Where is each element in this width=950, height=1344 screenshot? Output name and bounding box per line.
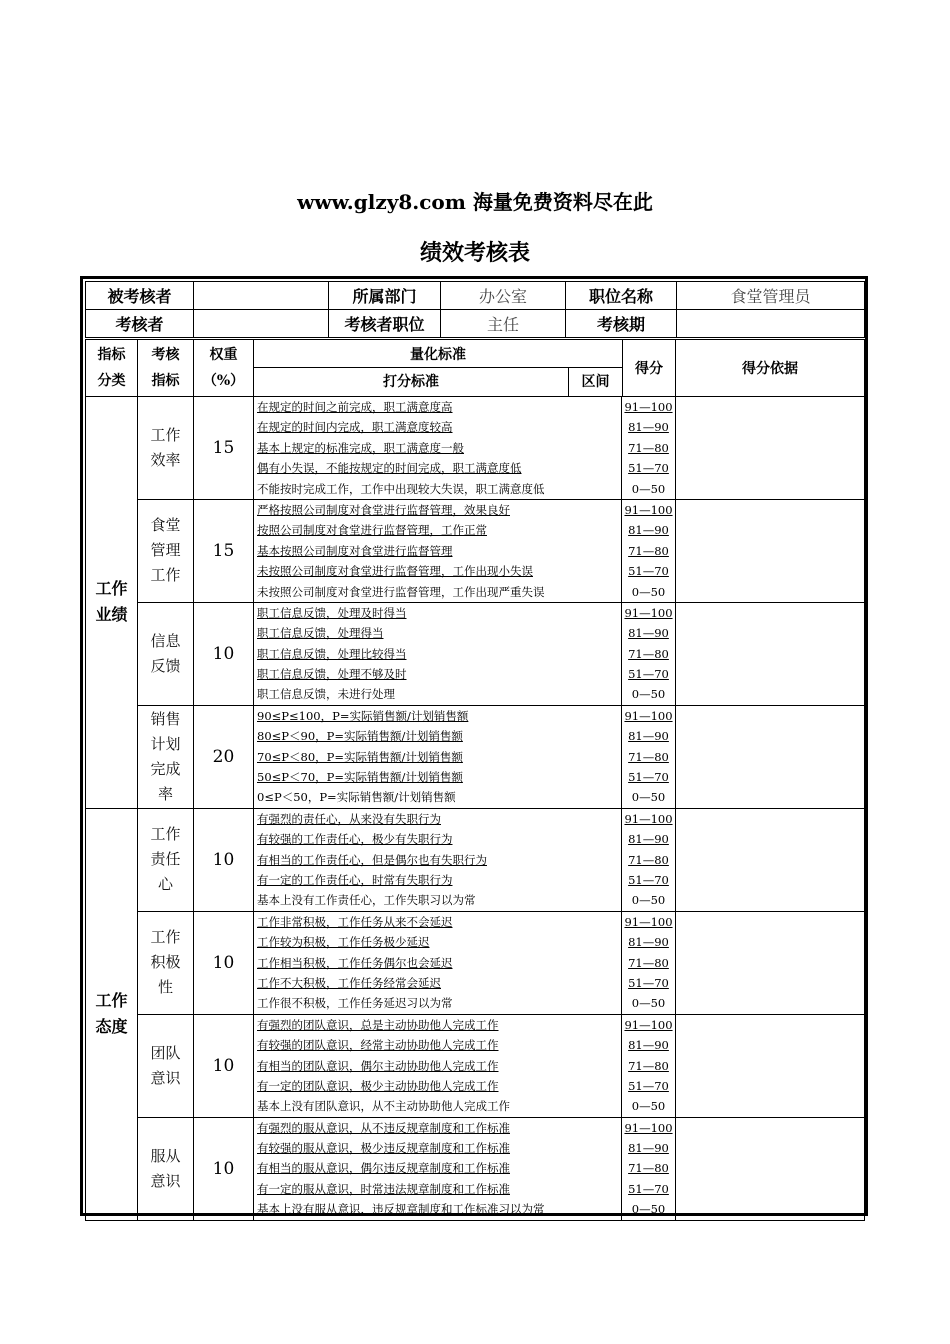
score-field[interactable] <box>676 911 865 1014</box>
criterion-range: 51—70 <box>621 458 675 478</box>
criterion-row <box>254 1035 675 1055</box>
criterion-range: 91—100 <box>621 1118 675 1138</box>
criterion-range: 0—50 <box>621 787 675 807</box>
criterion-row <box>254 973 675 993</box>
criterion-row <box>254 870 675 890</box>
dept-field[interactable]: 办公室 <box>441 282 566 310</box>
position-field[interactable]: 食堂管理员 <box>677 282 865 310</box>
appraiser-field[interactable] <box>194 310 329 338</box>
category-cell: 工作 业绩 <box>86 397 138 809</box>
criterion-range: 91—100 <box>621 603 675 623</box>
criterion-row <box>254 1158 675 1178</box>
criterion-range: 81—90 <box>621 520 675 540</box>
criterion-range: 71—80 <box>621 850 675 870</box>
criterion-row <box>254 1015 675 1035</box>
criterion-range: 81—90 <box>621 829 675 849</box>
criterion-range: 81—90 <box>621 623 675 643</box>
indicator-cell: 食堂 管理 工作 <box>138 499 194 602</box>
criterion-row <box>254 561 675 581</box>
criterion-range: 0—50 <box>621 890 675 910</box>
criterion-row <box>254 890 675 910</box>
criterion-row <box>254 458 675 478</box>
criterion-range: 81—90 <box>621 726 675 746</box>
criterion-row <box>254 850 675 870</box>
col-weight: 权重 （%） <box>194 340 254 397</box>
criterion-text: 在规定的时间内完成，职工满意度较高 <box>257 420 453 435</box>
criterion-range: 81—90 <box>621 1138 675 1158</box>
table-row <box>86 602 865 705</box>
criterion-text: 基本上没有工作责任心，工作失职习以为常 <box>257 893 476 908</box>
criterion-range: 91—100 <box>621 1015 675 1035</box>
criterion-range: 91—100 <box>621 397 675 417</box>
criterion-row <box>254 623 675 643</box>
criterion-text: 职工信息反馈，处理得当 <box>257 626 384 641</box>
criterion-text: 基本上没有服从意识，违反规章制度和工作标准习以为常 <box>257 1202 545 1217</box>
score-field[interactable] <box>676 397 865 500</box>
criterion-text: 严格按照公司制度对食堂进行监督管理，效果良好 <box>257 502 510 517</box>
criterion-row <box>254 767 675 787</box>
criterion-range: 51—70 <box>621 973 675 993</box>
criterion-text: 按照公司制度对食堂进行监督管理，工作正常 <box>257 523 487 538</box>
criteria-cell <box>254 602 676 705</box>
weight-cell: 10 <box>194 1117 254 1220</box>
criterion-row <box>254 500 675 520</box>
criterion-range: 51—70 <box>621 561 675 581</box>
criterion-range: 91—100 <box>621 809 675 829</box>
criterion-row <box>254 706 675 726</box>
appraiser-position-label: 考核者职位 <box>329 310 441 338</box>
criterion-text: 工作较为积极，工作任务极少延迟 <box>257 935 430 950</box>
site-header: www.glzy8.com 海量免费资料尽在此 <box>297 190 653 214</box>
col-category: 指标 分类 <box>86 340 138 397</box>
criterion-row <box>254 603 675 623</box>
criterion-row <box>254 582 675 602</box>
criterion-range: 51—70 <box>621 870 675 890</box>
criterion-range: 81—90 <box>621 417 675 437</box>
criterion-text: 有一定的团队意识，极少主动协助他人完成工作 <box>257 1078 499 1093</box>
col-quant: 量化标准 <box>254 340 623 368</box>
criterion-range: 0—50 <box>621 582 675 602</box>
criterion-text: 50≤P＜70，P=实际销售额/计划销售额 <box>257 770 463 785</box>
criterion-row <box>254 787 675 807</box>
weight-cell: 20 <box>194 705 254 808</box>
weight-cell: 15 <box>194 397 254 500</box>
info-table <box>85 281 865 338</box>
criterion-row <box>254 1199 675 1219</box>
criterion-row <box>254 1076 675 1096</box>
criterion-range: 71—80 <box>621 1158 675 1178</box>
criterion-text: 职工信息反馈，处理及时得当 <box>257 605 407 620</box>
period-field[interactable] <box>677 310 865 338</box>
criterion-row <box>254 932 675 952</box>
weight-cell: 10 <box>194 808 254 911</box>
weight-cell: 10 <box>194 1014 254 1117</box>
criteria-cell <box>254 1014 676 1117</box>
criterion-text: 有较强的服从意识，极少违反规章制度和工作标准 <box>257 1141 510 1156</box>
indicator-cell: 服从 意识 <box>138 1117 194 1220</box>
score-field[interactable] <box>676 705 865 808</box>
criterion-range: 91—100 <box>621 912 675 932</box>
indicator-cell: 工作 责任 心 <box>138 808 194 911</box>
table-row <box>86 1117 865 1220</box>
criterion-row <box>254 1179 675 1199</box>
col-indicator: 考核 指标 <box>138 340 194 397</box>
criterion-row <box>254 684 675 704</box>
criterion-row <box>254 1096 675 1116</box>
dept-label: 所属部门 <box>329 282 441 310</box>
criterion-text: 基本上规定的标准完成，职工满意度一般 <box>257 440 464 455</box>
category-cell: 工作 态度 <box>86 808 138 1220</box>
table-row <box>86 1014 865 1117</box>
criterion-row <box>254 726 675 746</box>
weight-cell: 10 <box>194 602 254 705</box>
criterion-text: 在规定的时间之前完成，职工满意度高 <box>257 400 453 414</box>
criterion-row <box>254 664 675 684</box>
criterion-row <box>254 1138 675 1158</box>
criterion-range: 71—80 <box>621 644 675 664</box>
criterion-row <box>254 1118 675 1138</box>
criterion-range: 0—50 <box>621 1096 675 1116</box>
criterion-range: 91—100 <box>621 706 675 726</box>
criterion-text: 工作很不积极，工作任务延迟习以为常 <box>257 996 453 1011</box>
criterion-text: 有较强的工作责任心，极少有失职行为 <box>257 832 453 847</box>
criterion-text: 有一定的服从意识，时常违法规章制度和工作标准 <box>257 1181 510 1196</box>
score-field[interactable] <box>676 602 865 705</box>
criterion-text: 有强烈的服从意识，从不违反规章制度和工作标准 <box>257 1120 510 1135</box>
criterion-text: 70≤P＜80，P=实际销售额/计划销售额 <box>257 749 463 764</box>
position-label: 职位名称 <box>566 282 677 310</box>
criterion-text: 有相当的团队意识，偶尔主动协助他人完成工作 <box>257 1058 499 1073</box>
weight-cell: 10 <box>194 911 254 1014</box>
criterion-row <box>254 993 675 1013</box>
appraisee-label: 被考核者 <box>86 282 194 310</box>
appraisal-table <box>85 339 865 1221</box>
criteria-cell <box>254 1117 676 1220</box>
indicator-cell: 工作 积极 性 <box>138 911 194 1014</box>
criterion-text: 80≤P＜90，P=实际销售额/计划销售额 <box>257 729 463 744</box>
appraiser-position-field[interactable]: 主任 <box>441 310 566 338</box>
criterion-text: 工作非常积极，工作任务从来不会延迟 <box>257 914 453 929</box>
form-title: 绩效考核表 <box>419 240 530 266</box>
criteria-cell <box>254 499 676 602</box>
criterion-row <box>254 912 675 932</box>
criteria-cell <box>254 397 676 500</box>
criterion-row <box>254 809 675 829</box>
score-field[interactable] <box>676 1014 865 1117</box>
indicator-cell: 信息 反馈 <box>138 602 194 705</box>
table-row <box>86 499 865 602</box>
criterion-range: 51—70 <box>621 664 675 684</box>
table-row <box>86 397 865 500</box>
criterion-text: 未按照公司制度对食堂进行监督管理，工作出现严重失误 <box>257 584 545 599</box>
criterion-row <box>254 397 675 417</box>
criterion-range: 0—50 <box>621 993 675 1013</box>
criterion-range: 51—70 <box>621 767 675 787</box>
criterion-range: 81—90 <box>621 1035 675 1055</box>
criterion-range: 0—50 <box>621 1199 675 1219</box>
criterion-range: 81—90 <box>621 932 675 952</box>
indicator-cell: 团队 意识 <box>138 1014 194 1117</box>
criterion-text: 工作相当积极，工作任务偶尔也会延迟 <box>257 955 453 970</box>
criterion-row <box>254 747 675 767</box>
table-row <box>86 705 865 808</box>
criterion-row <box>254 541 675 561</box>
criterion-text: 偶有小失误，不能按规定的时间完成，职工满意度低 <box>257 461 522 476</box>
criteria-cell <box>254 911 676 1014</box>
appraiser-label: 考核者 <box>86 310 194 338</box>
criterion-row <box>254 417 675 437</box>
criteria-cell <box>254 705 676 808</box>
criterion-range: 0—50 <box>621 479 675 499</box>
criterion-text: 90≤P≤100，P=实际销售额/计划销售额 <box>257 708 469 723</box>
score-field[interactable] <box>676 1117 865 1220</box>
criterion-text: 职工信息反馈，未进行处理 <box>257 687 395 702</box>
weight-cell: 15 <box>194 499 254 602</box>
col-scoring: 打分标准 <box>383 374 439 390</box>
criterion-text: 职工信息反馈，处理比较得当 <box>257 646 407 661</box>
criterion-text: 有一定的工作责任心，时常有失职行为 <box>257 872 453 887</box>
criterion-text: 有相当的工作责任心，但是偶尔也有失职行为 <box>257 852 487 867</box>
col-range: 区间 <box>568 368 622 396</box>
period-label: 考核期 <box>566 310 677 338</box>
score-field[interactable] <box>676 499 865 602</box>
criterion-range: 91—100 <box>621 500 675 520</box>
criterion-text: 0≤P＜50，P=实际销售额/计划销售额 <box>257 790 456 805</box>
col-score: 得分 <box>623 340 676 397</box>
criterion-row <box>254 479 675 499</box>
criterion-row <box>254 438 675 458</box>
appraisee-field[interactable] <box>194 282 329 310</box>
criterion-text: 有强烈的责任心，从来没有失职行为 <box>257 811 441 826</box>
indicator-cell: 工作 效率 <box>138 397 194 500</box>
criterion-row <box>254 644 675 664</box>
criterion-text: 职工信息反馈，处理不够及时 <box>257 667 407 682</box>
criterion-text: 工作不大积极，工作任务经常会延迟 <box>257 975 441 990</box>
criterion-range: 71—80 <box>621 953 675 973</box>
criterion-row <box>254 520 675 540</box>
criterion-range: 71—80 <box>621 438 675 458</box>
criterion-row <box>254 829 675 849</box>
criterion-text: 有相当的服从意识，偶尔违反规章制度和工作标准 <box>257 1161 510 1176</box>
table-row <box>86 808 865 911</box>
criterion-range: 0—50 <box>621 684 675 704</box>
criterion-text: 不能按时完成工作，工作中出现较大失误，职工满意度低 <box>257 481 545 496</box>
criterion-text: 有强烈的团队意识，总是主动协助他人完成工作 <box>257 1017 499 1032</box>
criterion-range: 51—70 <box>621 1179 675 1199</box>
indicator-cell: 销售 计划 完成 率 <box>138 705 194 808</box>
criterion-text: 有较强的团队意识，经常主动协助他人完成工作 <box>257 1038 499 1053</box>
criterion-text: 未按照公司制度对食堂进行监督管理，工作出现小失误 <box>257 564 533 579</box>
criterion-range: 71—80 <box>621 747 675 767</box>
criterion-text: 基本上没有团队意识，从不主动协助他人完成工作 <box>257 1099 510 1114</box>
criterion-range: 51—70 <box>621 1076 675 1096</box>
criterion-range: 71—80 <box>621 1056 675 1076</box>
criterion-range: 71—80 <box>621 541 675 561</box>
score-field[interactable] <box>676 808 865 911</box>
col-basis: 得分依据 <box>676 340 865 397</box>
criterion-row <box>254 953 675 973</box>
criteria-cell <box>254 808 676 911</box>
criterion-row <box>254 1056 675 1076</box>
criterion-text: 基本按照公司制度对食堂进行监督管理 <box>257 543 453 558</box>
table-row <box>86 911 865 1014</box>
